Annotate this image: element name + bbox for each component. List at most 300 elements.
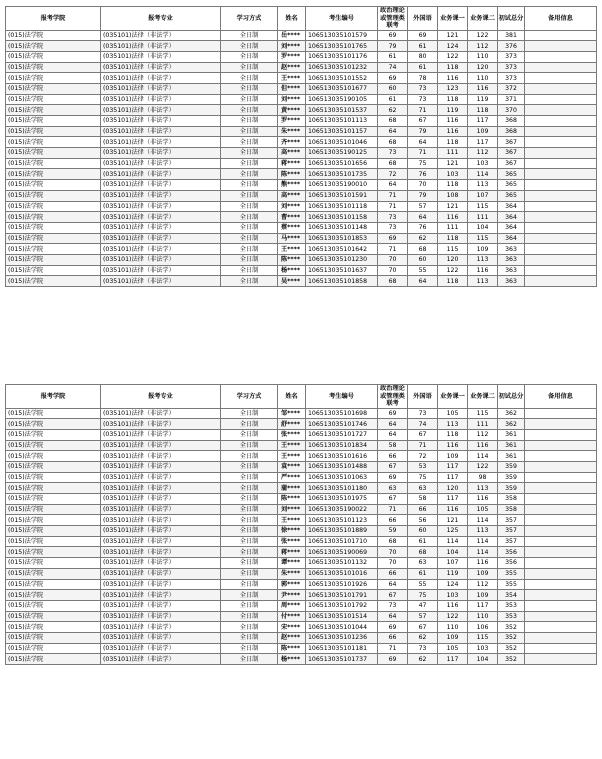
cell-major: (035101)法律（非法学） — [101, 483, 221, 494]
header-row — [6, 7, 597, 31]
table-row — [6, 244, 597, 255]
cell-exam-id: 106513035101180 — [306, 483, 378, 494]
cell-foreign-language: 67 — [408, 116, 438, 127]
cell-politics: 58 — [378, 440, 408, 451]
cell-major: (035101)法律（非法学） — [101, 429, 221, 440]
cell-college: (015)法学院 — [6, 590, 101, 601]
cell-college: (015)法学院 — [6, 600, 101, 611]
cell-name: 徐**** — [278, 526, 306, 537]
cell-total: 357 — [498, 515, 525, 526]
cell-subject-2: 114 — [468, 451, 498, 462]
header-exam-id: 考生编号 — [306, 385, 378, 409]
cell-major: (035101)法律（非法学） — [101, 244, 221, 255]
cell-name: 王**** — [278, 73, 306, 84]
cell-subject-2: 122 — [468, 461, 498, 472]
cell-study-mode: 全日制 — [221, 429, 278, 440]
cell-name: 王**** — [278, 451, 306, 462]
cell-name: 高**** — [278, 190, 306, 201]
cell-subject-2: 115 — [468, 201, 498, 212]
cell-total: 352 — [498, 643, 525, 654]
cell-notes — [525, 30, 597, 41]
table-row — [6, 590, 597, 601]
cell-major: (035101)法律（非法学） — [101, 169, 221, 180]
cell-major: (035101)法律（非法学） — [101, 600, 221, 611]
cell-college: (015)法学院 — [6, 180, 101, 191]
cell-exam-id: 106513035101616 — [306, 451, 378, 462]
header-college: 报考学院 — [6, 7, 101, 31]
cell-notes — [525, 461, 597, 472]
cell-notes — [525, 212, 597, 223]
table-row — [6, 429, 597, 440]
cell-total: 373 — [498, 51, 525, 62]
cell-subject-2: 110 — [468, 51, 498, 62]
cell-foreign-language: 79 — [408, 126, 438, 137]
cell-politics: 73 — [378, 600, 408, 611]
cell-exam-id: 106513035101230 — [306, 254, 378, 265]
cell-major: (035101)法律（非法学） — [101, 408, 221, 419]
cell-name: 蒋**** — [278, 547, 306, 558]
cell-study-mode: 全日制 — [221, 579, 278, 590]
cell-foreign-language: 55 — [408, 579, 438, 590]
cell-exam-id: 106513035190069 — [306, 547, 378, 558]
cell-subject-1: 117 — [438, 494, 468, 505]
cell-exam-id: 106513035101236 — [306, 632, 378, 643]
cell-major: (035101)法律（非法学） — [101, 276, 221, 287]
cell-college: (015)法学院 — [6, 83, 101, 94]
cell-subject-2: 112 — [468, 148, 498, 159]
cell-college: (015)法学院 — [6, 94, 101, 105]
cell-politics: 70 — [378, 265, 408, 276]
cell-college: (015)法学院 — [6, 276, 101, 287]
cell-college: (015)法学院 — [6, 504, 101, 515]
cell-major: (035101)法律（非法学） — [101, 515, 221, 526]
cell-foreign-language: 73 — [408, 83, 438, 94]
cell-subject-2: 115 — [468, 632, 498, 643]
cell-study-mode: 全日制 — [221, 116, 278, 127]
cell-foreign-language: 63 — [408, 483, 438, 494]
cell-college: (015)法学院 — [6, 233, 101, 244]
cell-total: 365 — [498, 190, 525, 201]
cell-college: (015)法学院 — [6, 429, 101, 440]
cell-notes — [525, 568, 597, 579]
cell-politics: 64 — [378, 126, 408, 137]
cell-exam-id: 106513035190125 — [306, 148, 378, 159]
cell-college: (015)法学院 — [6, 169, 101, 180]
cell-study-mode: 全日制 — [221, 105, 278, 116]
cell-subject-2: 106 — [468, 622, 498, 633]
cell-major: (035101)法律（非法学） — [101, 201, 221, 212]
cell-study-mode: 全日制 — [221, 222, 278, 233]
cell-major: (035101)法律（非法学） — [101, 30, 221, 41]
cell-notes — [525, 105, 597, 116]
cell-subject-2: 114 — [468, 547, 498, 558]
cell-major: (035101)法律（非法学） — [101, 451, 221, 462]
cell-study-mode: 全日制 — [221, 494, 278, 505]
cell-name: 袁**** — [278, 461, 306, 472]
cell-total: 367 — [498, 158, 525, 169]
header-subject-1: 业务课一 — [438, 385, 468, 409]
cell-notes — [525, 169, 597, 180]
cell-foreign-language: 80 — [408, 51, 438, 62]
cell-total: 363 — [498, 276, 525, 287]
cell-politics: 67 — [378, 590, 408, 601]
cell-subject-1: 116 — [438, 504, 468, 515]
cell-name: 刘**** — [278, 504, 306, 515]
table-row — [6, 169, 597, 180]
cell-notes — [525, 611, 597, 622]
cell-politics: 73 — [378, 222, 408, 233]
cell-major: (035101)法律（非法学） — [101, 622, 221, 633]
cell-total: 352 — [498, 622, 525, 633]
cell-politics: 68 — [378, 116, 408, 127]
cell-major: (035101)法律（非法学） — [101, 51, 221, 62]
cell-study-mode: 全日制 — [221, 244, 278, 255]
cell-total: 368 — [498, 116, 525, 127]
cell-major: (035101)法律（非法学） — [101, 632, 221, 643]
cell-major: (035101)法律（非法学） — [101, 536, 221, 547]
cell-subject-2: 109 — [468, 244, 498, 255]
table-row — [6, 515, 597, 526]
cell-total: 376 — [498, 41, 525, 52]
cell-total: 357 — [498, 536, 525, 547]
cell-name: 刘**** — [278, 94, 306, 105]
cell-notes — [525, 526, 597, 537]
table-row — [6, 222, 597, 233]
header-major: 报考专业 — [101, 385, 221, 409]
cell-notes — [525, 116, 597, 127]
cell-foreign-language: 66 — [408, 504, 438, 515]
cell-college: (015)法学院 — [6, 265, 101, 276]
cell-total: 359 — [498, 483, 525, 494]
table-row — [6, 504, 597, 515]
cell-politics: 59 — [378, 526, 408, 537]
cell-exam-id: 106513035101765 — [306, 41, 378, 52]
cell-study-mode: 全日制 — [221, 419, 278, 430]
cell-subject-2: 113 — [468, 526, 498, 537]
cell-total: 361 — [498, 440, 525, 451]
cell-name: 马**** — [278, 233, 306, 244]
cell-name: 杨**** — [278, 265, 306, 276]
header-exam-id: 考生编号 — [306, 7, 378, 31]
cell-major: (035101)法律（非法学） — [101, 461, 221, 472]
cell-total: 364 — [498, 212, 525, 223]
table-row — [6, 180, 597, 191]
cell-total: 353 — [498, 600, 525, 611]
cell-name: 刘**** — [278, 41, 306, 52]
cell-exam-id: 106513035101063 — [306, 472, 378, 483]
table-row — [6, 73, 597, 84]
cell-foreign-language: 47 — [408, 600, 438, 611]
cell-college: (015)法学院 — [6, 558, 101, 569]
cell-politics: 69 — [378, 30, 408, 41]
cell-major: (035101)法律（非法学） — [101, 126, 221, 137]
cell-total: 373 — [498, 62, 525, 73]
cell-subject-2: 116 — [468, 440, 498, 451]
table-row — [6, 254, 597, 265]
cell-notes — [525, 451, 597, 462]
cell-subject-2: 109 — [468, 568, 498, 579]
cell-name: 舒**** — [278, 419, 306, 430]
cell-study-mode: 全日制 — [221, 30, 278, 41]
cell-study-mode: 全日制 — [221, 212, 278, 223]
cell-exam-id: 106513035190010 — [306, 180, 378, 191]
cell-subject-2: 104 — [468, 654, 498, 665]
cell-politics: 60 — [378, 83, 408, 94]
cell-name: 赵**** — [278, 62, 306, 73]
header-row — [6, 385, 597, 409]
table-row — [6, 600, 597, 611]
cell-name: 张**** — [278, 429, 306, 440]
cell-exam-id: 106513035101044 — [306, 622, 378, 633]
cell-notes — [525, 83, 597, 94]
cell-total: 365 — [498, 180, 525, 191]
cell-foreign-language: 62 — [408, 632, 438, 643]
header-college: 报考学院 — [6, 385, 101, 409]
cell-notes — [525, 180, 597, 191]
header-subject-2: 业务课二 — [468, 385, 498, 409]
cell-foreign-language: 75 — [408, 158, 438, 169]
cell-major: (035101)法律（非法学） — [101, 590, 221, 601]
cell-notes — [525, 654, 597, 665]
cell-college: (015)法学院 — [6, 222, 101, 233]
cell-major: (035101)法律（非法学） — [101, 494, 221, 505]
table-row — [6, 158, 597, 169]
cell-major: (035101)法律（非法学） — [101, 526, 221, 537]
cell-subject-2: 113 — [468, 180, 498, 191]
cell-politics: 68 — [378, 536, 408, 547]
cell-total: 364 — [498, 222, 525, 233]
cell-name: 岳**** — [278, 30, 306, 41]
cell-name: 罗**** — [278, 116, 306, 127]
cell-name: 陈**** — [278, 494, 306, 505]
cell-politics: 69 — [378, 233, 408, 244]
cell-notes — [525, 137, 597, 148]
cell-foreign-language: 71 — [408, 105, 438, 116]
cell-notes — [525, 408, 597, 419]
cell-notes — [525, 536, 597, 547]
cell-foreign-language: 58 — [408, 494, 438, 505]
cell-politics: 71 — [378, 201, 408, 212]
cell-major: (035101)法律（非法学） — [101, 558, 221, 569]
cell-notes — [525, 483, 597, 494]
cell-foreign-language: 68 — [408, 244, 438, 255]
cell-study-mode: 全日制 — [221, 504, 278, 515]
cell-exam-id: 106513035101710 — [306, 536, 378, 547]
cell-exam-id: 106513035101176 — [306, 51, 378, 62]
cell-college: (015)法学院 — [6, 526, 101, 537]
table-row — [6, 643, 597, 654]
cell-exam-id: 106513035101157 — [306, 126, 378, 137]
cell-study-mode: 全日制 — [221, 190, 278, 201]
cell-subject-1: 117 — [438, 461, 468, 472]
cell-politics: 72 — [378, 169, 408, 180]
cell-subject-2: 109 — [468, 126, 498, 137]
cell-study-mode: 全日制 — [221, 201, 278, 212]
cell-total: 381 — [498, 30, 525, 41]
cell-name: 曹**** — [278, 212, 306, 223]
cell-college: (015)法学院 — [6, 461, 101, 472]
cell-study-mode: 全日制 — [221, 451, 278, 462]
cell-subject-2: 113 — [468, 483, 498, 494]
cell-college: (015)法学院 — [6, 643, 101, 654]
cell-subject-1: 109 — [438, 632, 468, 643]
cell-total: 355 — [498, 568, 525, 579]
cell-politics: 71 — [378, 504, 408, 515]
cell-total: 361 — [498, 429, 525, 440]
cell-politics: 70 — [378, 254, 408, 265]
cell-study-mode: 全日制 — [221, 483, 278, 494]
cell-total: 367 — [498, 148, 525, 159]
cell-exam-id: 106513035101746 — [306, 419, 378, 430]
cell-foreign-language: 60 — [408, 254, 438, 265]
cell-subject-2: 98 — [468, 472, 498, 483]
table-row — [6, 265, 597, 276]
table-row — [6, 611, 597, 622]
cell-college: (015)法学院 — [6, 408, 101, 419]
cell-subject-1: 123 — [438, 83, 468, 94]
cell-college: (015)法学院 — [6, 622, 101, 633]
cell-total: 370 — [498, 105, 525, 116]
cell-foreign-language: 55 — [408, 265, 438, 276]
cell-foreign-language: 74 — [408, 419, 438, 430]
cell-notes — [525, 51, 597, 62]
header-study-mode: 学习方式 — [221, 7, 278, 31]
table-row — [6, 201, 597, 212]
cell-exam-id: 106513035101975 — [306, 494, 378, 505]
cell-politics: 61 — [378, 51, 408, 62]
header-notes: 备用信息 — [525, 385, 597, 409]
cell-foreign-language: 71 — [408, 148, 438, 159]
cell-foreign-language: 75 — [408, 472, 438, 483]
cell-foreign-language: 75 — [408, 590, 438, 601]
cell-major: (035101)法律（非法学） — [101, 579, 221, 590]
cell-exam-id: 106513035101642 — [306, 244, 378, 255]
cell-foreign-language: 73 — [408, 643, 438, 654]
cell-exam-id: 106513035101637 — [306, 265, 378, 276]
cell-subject-1: 120 — [438, 254, 468, 265]
cell-subject-1: 118 — [438, 180, 468, 191]
cell-exam-id: 106513035101016 — [306, 568, 378, 579]
cell-notes — [525, 419, 597, 430]
table-row — [6, 137, 597, 148]
cell-notes — [525, 94, 597, 105]
cell-study-mode: 全日制 — [221, 590, 278, 601]
cell-college: (015)法学院 — [6, 440, 101, 451]
table-row — [6, 622, 597, 633]
cell-name: 齐**** — [278, 137, 306, 148]
cell-college: (015)法学院 — [6, 62, 101, 73]
score-table-1 — [5, 6, 597, 287]
cell-subject-2: 105 — [468, 504, 498, 515]
cell-major: (035101)法律（非法学） — [101, 440, 221, 451]
cell-exam-id: 106513035101118 — [306, 201, 378, 212]
cell-foreign-language: 61 — [408, 62, 438, 73]
cell-subject-1: 119 — [438, 568, 468, 579]
cell-college: (015)法学院 — [6, 212, 101, 223]
cell-total: 355 — [498, 579, 525, 590]
cell-subject-2: 110 — [468, 73, 498, 84]
cell-subject-1: 124 — [438, 579, 468, 590]
cell-study-mode: 全日制 — [221, 62, 278, 73]
header-foreign-language: 外国语 — [408, 385, 438, 409]
cell-name: 但**** — [278, 83, 306, 94]
cell-name: 蒋**** — [278, 158, 306, 169]
table-row — [6, 558, 597, 569]
cell-exam-id: 106513035101677 — [306, 83, 378, 94]
cell-subject-2: 104 — [468, 222, 498, 233]
cell-subject-2: 113 — [468, 254, 498, 265]
cell-major: (035101)法律（非法学） — [101, 94, 221, 105]
cell-name: 刘**** — [278, 201, 306, 212]
cell-subject-1: 118 — [438, 233, 468, 244]
cell-study-mode: 全日制 — [221, 51, 278, 62]
cell-subject-1: 109 — [438, 451, 468, 462]
cell-college: (015)法学院 — [6, 254, 101, 265]
cell-study-mode: 全日制 — [221, 568, 278, 579]
cell-subject-2: 116 — [468, 265, 498, 276]
cell-subject-1: 108 — [438, 190, 468, 201]
cell-subject-2: 112 — [468, 41, 498, 52]
header-total: 初试总分 — [498, 385, 525, 409]
cell-college: (015)法学院 — [6, 137, 101, 148]
table-row — [6, 419, 597, 430]
cell-total: 367 — [498, 137, 525, 148]
cell-foreign-language: 63 — [408, 558, 438, 569]
cell-foreign-language: 64 — [408, 276, 438, 287]
cell-politics: 64 — [378, 429, 408, 440]
cell-college: (015)法学院 — [6, 201, 101, 212]
cell-exam-id: 106513035101698 — [306, 408, 378, 419]
cell-subject-2: 122 — [468, 30, 498, 41]
cell-name: 赵**** — [278, 632, 306, 643]
cell-foreign-language: 76 — [408, 222, 438, 233]
header-politics: 政治理论或管理类联考 — [378, 7, 408, 31]
cell-subject-1: 118 — [438, 62, 468, 73]
cell-subject-1: 107 — [438, 558, 468, 569]
cell-exam-id: 106513035101113 — [306, 116, 378, 127]
cell-major: (035101)法律（非法学） — [101, 419, 221, 430]
header-notes: 备用信息 — [525, 7, 597, 31]
table-row — [6, 51, 597, 62]
cell-name: 蒲**** — [278, 483, 306, 494]
cell-study-mode: 全日制 — [221, 169, 278, 180]
cell-subject-2: 116 — [468, 83, 498, 94]
cell-foreign-language: 64 — [408, 212, 438, 223]
cell-foreign-language: 72 — [408, 451, 438, 462]
cell-exam-id: 106513035101132 — [306, 558, 378, 569]
cell-study-mode: 全日制 — [221, 526, 278, 537]
cell-foreign-language: 61 — [408, 568, 438, 579]
cell-name: 罗**** — [278, 51, 306, 62]
cell-college: (015)法学院 — [6, 611, 101, 622]
cell-total: 363 — [498, 244, 525, 255]
cell-total: 353 — [498, 611, 525, 622]
cell-exam-id: 106513035190022 — [306, 504, 378, 515]
cell-foreign-language: 73 — [408, 94, 438, 105]
cell-college: (015)法学院 — [6, 451, 101, 462]
cell-subject-1: 103 — [438, 590, 468, 601]
table-row — [6, 547, 597, 558]
cell-exam-id: 106513035101792 — [306, 600, 378, 611]
cell-name: 郭**** — [278, 579, 306, 590]
header-name: 姓名 — [278, 7, 306, 31]
cell-foreign-language: 78 — [408, 73, 438, 84]
table-row — [6, 579, 597, 590]
cell-subject-2: 115 — [468, 408, 498, 419]
cell-notes — [525, 244, 597, 255]
cell-college: (015)法学院 — [6, 536, 101, 547]
cell-foreign-language: 61 — [408, 41, 438, 52]
